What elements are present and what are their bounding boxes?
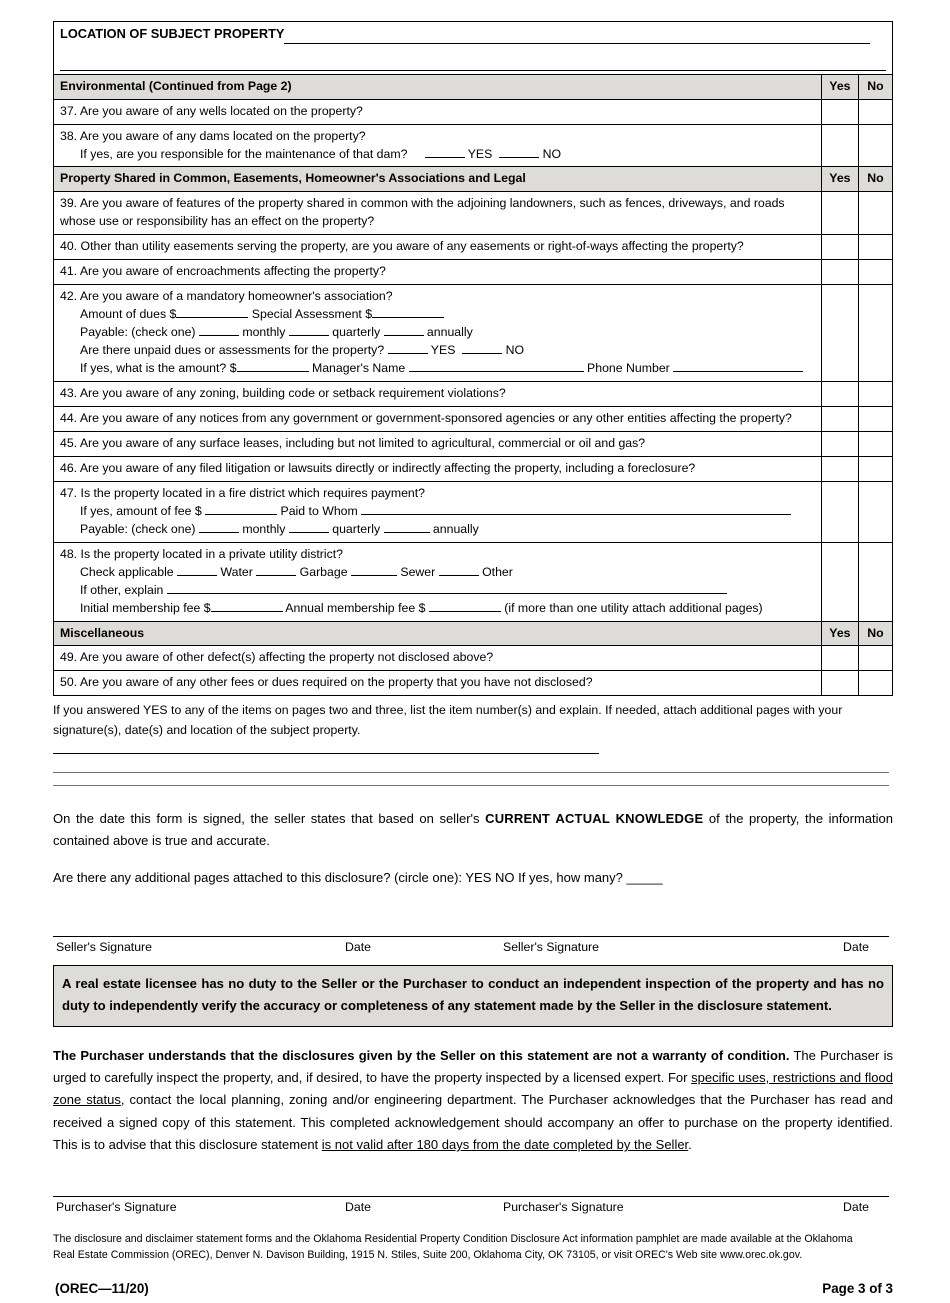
dues-monthly-blank[interactable] bbox=[199, 325, 239, 336]
fire-quarterly-blank[interactable] bbox=[289, 522, 329, 533]
seller-signature-label-2: Seller's Signature bbox=[503, 939, 599, 954]
answer-no-38[interactable] bbox=[858, 124, 892, 167]
seller-signature-labels bbox=[53, 940, 893, 960]
answer-yes-47[interactable] bbox=[821, 481, 858, 542]
answer-yes-50[interactable] bbox=[821, 671, 858, 696]
question-38-subline-1: If yes, are you responsible for the maintenance of that dam? YES NO bbox=[80, 146, 562, 161]
unpaid-amount-blank[interactable] bbox=[237, 361, 309, 372]
column-header-no: No bbox=[858, 74, 892, 99]
question-number-42: 42. bbox=[60, 289, 78, 304]
question-row-41 bbox=[54, 260, 893, 285]
question-number-47: 47. bbox=[60, 485, 78, 500]
answer-yes-43[interactable] bbox=[821, 382, 858, 407]
question-text-44 bbox=[54, 406, 822, 431]
explanation-line-2: signature(s), date(s) and location of the subject property. bbox=[53, 723, 361, 738]
seller-date-label-1: Date bbox=[345, 939, 371, 954]
answer-no-50[interactable] bbox=[858, 671, 892, 696]
current-knowledge-statement bbox=[53, 808, 893, 852]
statement-part-2: of the property, the information contained above is true and accurate. bbox=[53, 811, 893, 849]
question-text-42 bbox=[54, 285, 822, 382]
location-label-line bbox=[60, 25, 887, 44]
manager-name-blank[interactable] bbox=[409, 361, 584, 372]
question-row-43 bbox=[54, 382, 893, 407]
section-header-property-shared bbox=[54, 167, 893, 192]
answer-no-45[interactable] bbox=[858, 431, 892, 456]
question-body-40: Other than utility easements serving the property, are you aware of any easements or right-of-ways affecting the property? bbox=[80, 239, 744, 254]
explanation-block bbox=[53, 701, 893, 786]
utility-other-explain-blank[interactable] bbox=[167, 583, 727, 594]
column-header-no: No bbox=[858, 621, 892, 646]
question-text-47 bbox=[54, 481, 822, 542]
page-footer bbox=[53, 1281, 893, 1303]
seller-signature-rule[interactable] bbox=[53, 936, 889, 937]
question-42-subline-3: Are there unpaid dues or assessments for the property? YES NO bbox=[80, 343, 525, 358]
column-header-yes: Yes bbox=[821, 621, 858, 646]
purchaser-seg-2: , contact the local planning, zoning and/or engineering department. The Purchaser acknowledges that the Purchaser has read and received a signed copy of this statement. This completed acknowledgement should accompany an offer to purchase on the property identified. This is to advise that this disclosure statement bbox=[53, 1092, 893, 1153]
answer-yes-39[interactable] bbox=[821, 192, 858, 235]
statement-emphasis: CURRENT ACTUAL KNOWLEDGE bbox=[485, 811, 704, 827]
question-row-49 bbox=[54, 646, 893, 671]
purchaser-signature-rule[interactable] bbox=[53, 1196, 889, 1197]
answer-no-49[interactable] bbox=[858, 646, 892, 671]
question-number-46: 46. bbox=[60, 460, 78, 475]
answer-yes-48[interactable] bbox=[821, 542, 858, 621]
column-header-no: No bbox=[858, 167, 892, 192]
question-row-50 bbox=[54, 671, 893, 696]
question-text-45 bbox=[54, 431, 822, 456]
fire-annually-blank[interactable] bbox=[384, 522, 430, 533]
question-48-subline-3: Initial membership fee $ Annual membership fee $ (if more than one utility attach additional pages) bbox=[80, 600, 763, 615]
utility-water-blank[interactable] bbox=[177, 565, 217, 576]
phone-number-blank[interactable] bbox=[673, 361, 803, 372]
question-row-48 bbox=[54, 542, 893, 621]
question-body-50: Are you aware of any other fees or dues required on the property that you have not disclosed? bbox=[79, 675, 593, 690]
answer-no-43[interactable] bbox=[858, 382, 892, 407]
purchaser-seg-1: The Purchaser is urged to carefully inspect the property, and, if desired, to have the property inspected by a licensed expert. For bbox=[53, 1047, 893, 1086]
purchaser-underline-2: is not valid after 180 days from the date completed by the Seller bbox=[321, 1137, 689, 1153]
fine-print-line-1: The disclosure and disclaimer statement forms and the Oklahoma Residential Property Condition Disclosure Act information pamphlet are made available at the Oklahoma bbox=[53, 1233, 853, 1246]
question-body-46: Are you aware of any filed litigation or lawsuits directly or indirectly affecting the property, including a foreclosure? bbox=[79, 460, 696, 475]
explanation-line-2-wrap bbox=[53, 721, 893, 760]
question-number-39: 39. bbox=[60, 196, 78, 211]
question-number-44: 44. bbox=[60, 410, 78, 425]
licensee-disclaimer-box: A real estate licensee has no duty to the Seller or the Purchaser to conduct an independent inspection of the property and has no duty to independently verify the accuracy or completeness of any statement made by the Seller in the disclosure statement. bbox=[53, 965, 893, 1027]
question-text-50 bbox=[54, 671, 822, 696]
column-header-yes: Yes bbox=[821, 74, 858, 99]
annual-membership-fee-blank[interactable] bbox=[429, 600, 501, 611]
form-page bbox=[53, 21, 893, 1303]
question-47-subline-2: Payable: (check one) monthly quarterly annually bbox=[80, 521, 479, 536]
section-header-environmental bbox=[54, 74, 893, 99]
question-text-40 bbox=[54, 235, 822, 260]
question-number-48: 48. bbox=[60, 546, 78, 561]
question-row-44 bbox=[54, 406, 893, 431]
dues-annually-blank[interactable] bbox=[384, 325, 424, 336]
question-number-40: 40. bbox=[60, 239, 78, 254]
question-body-43: Are you aware of any zoning, building code or setback requirement violations? bbox=[79, 386, 506, 401]
question-text-37 bbox=[54, 99, 822, 124]
fine-print-block bbox=[53, 1232, 893, 1262]
section-title: Miscellaneous bbox=[54, 621, 822, 646]
question-text-46 bbox=[54, 456, 822, 481]
question-row-37 bbox=[54, 99, 893, 124]
question-42-subline-1: Amount of dues $ Special Assessment $ bbox=[60, 306, 816, 324]
question-text-38 bbox=[54, 124, 822, 167]
answer-no-40[interactable] bbox=[858, 235, 892, 260]
question-row-47 bbox=[54, 481, 893, 542]
question-text-43 bbox=[54, 382, 822, 407]
purchaser-date-label-1: Date bbox=[345, 1200, 371, 1215]
answer-no-47[interactable] bbox=[858, 481, 892, 542]
question-body-47: Is the property located in a fire district which requires payment? bbox=[80, 485, 426, 500]
fire-fee-blank[interactable] bbox=[205, 504, 277, 515]
question-row-40 bbox=[54, 235, 893, 260]
question-48-subline-2: If other, explain bbox=[60, 582, 816, 600]
answer-no-46[interactable] bbox=[858, 456, 892, 481]
answer-no-39[interactable] bbox=[858, 192, 892, 235]
answer-yes-45[interactable] bbox=[821, 431, 858, 456]
question-42-subline-4: If yes, what is the amount? $ Manager's Name Phone Number bbox=[60, 360, 816, 378]
question-body-42: Are you aware of a mandatory homeowner's association? bbox=[79, 289, 393, 304]
unpaid-dues-yes-blank[interactable] bbox=[388, 343, 428, 354]
purchaser-signature-label-2: Purchaser's Signature bbox=[503, 1200, 624, 1215]
location-label: LOCATION OF SUBJECT PROPERTY bbox=[60, 26, 285, 41]
section-header-miscellaneous bbox=[54, 621, 893, 646]
question-text-39 bbox=[54, 192, 822, 235]
answer-yes-44[interactable] bbox=[821, 406, 858, 431]
dues-quarterly-blank[interactable] bbox=[289, 325, 329, 336]
question-body-41: Are you aware of encroachments affecting the property? bbox=[79, 264, 386, 279]
question-body-48: Is the property located in a private utility district? bbox=[80, 546, 343, 561]
explanation-input-line-1[interactable] bbox=[53, 743, 599, 754]
question-body-39: Are you aware of features of the property shared in common with the adjoining landowners, such as fences, driveways, and roads whose use or responsibility has an effect on the property? bbox=[60, 196, 785, 229]
question-number-43: 43. bbox=[60, 386, 78, 401]
answer-yes-49[interactable] bbox=[821, 646, 858, 671]
section-title: Environmental (Continued from Page 2) bbox=[54, 74, 822, 99]
seller-date-label-2: Date bbox=[843, 939, 869, 954]
answer-no-41[interactable] bbox=[858, 260, 892, 285]
question-row-39 bbox=[54, 192, 893, 235]
special-assessment-blank[interactable] bbox=[372, 307, 444, 318]
purchaser-underline-1: specific uses, restrictions and flood zone status bbox=[53, 1070, 893, 1108]
dues-amount-blank[interactable] bbox=[176, 307, 248, 318]
unpaid-dues-no-blank[interactable] bbox=[462, 343, 502, 354]
explanation-line-1: If you answered YES to any of the items on pages two and three, list the item number(s) and explain. If needed, attach additional pages with your bbox=[53, 703, 843, 718]
location-input-line-1[interactable] bbox=[284, 32, 870, 44]
question-47-subline-1: If yes, amount of fee $ Paid to Whom bbox=[60, 503, 816, 521]
question-text-41 bbox=[54, 260, 822, 285]
section-title: Property Shared in Common, Easements, Homeowner's Associations and Legal bbox=[54, 167, 822, 192]
purchaser-date-label-2: Date bbox=[843, 1200, 869, 1215]
question-number-45: 45. bbox=[60, 435, 78, 450]
question-row-45 bbox=[54, 431, 893, 456]
purchaser-understanding-paragraph bbox=[53, 1045, 893, 1157]
seller-signature-label-1: Seller's Signature bbox=[56, 939, 152, 954]
dam-no-blank[interactable] bbox=[499, 146, 539, 157]
purchaser-signature-label-1: Purchaser's Signature bbox=[56, 1200, 177, 1215]
utility-sewer-blank[interactable] bbox=[351, 565, 397, 576]
purchaser-signature-block bbox=[53, 1196, 893, 1220]
question-body-37: Are you aware of any wells located on the property? bbox=[79, 103, 363, 118]
initial-membership-fee-blank[interactable] bbox=[211, 600, 283, 611]
answer-no-42[interactable] bbox=[858, 285, 892, 382]
question-number-37: 37. bbox=[60, 103, 78, 118]
page-number: Page 3 of 3 bbox=[822, 1280, 893, 1296]
utility-garbage-blank[interactable] bbox=[256, 565, 296, 576]
question-row-38 bbox=[54, 124, 893, 167]
answer-yes-37[interactable] bbox=[821, 99, 858, 124]
purchaser-bold-lead: The Purchaser understands that the disclosures given by the Seller on this statement are not a warranty of condition. bbox=[53, 1047, 790, 1063]
answer-yes-38[interactable] bbox=[821, 124, 858, 167]
question-text-49 bbox=[54, 646, 822, 671]
question-body-44: Are you aware of any notices from any government or government-sponsored agencies or any other entities affecting the property? bbox=[79, 410, 792, 425]
answer-no-44[interactable] bbox=[858, 406, 892, 431]
utility-other-blank[interactable] bbox=[439, 565, 479, 576]
answer-no-37[interactable] bbox=[858, 99, 892, 124]
fine-print-line-2: Real Estate Commission (OREC), Denver N. Davison Building, 1915 N. Stiles, Suite 200, Oklahoma City, OK 73105, or visit OREC's Web site www.orec.ok.gov. bbox=[53, 1248, 803, 1261]
fire-monthly-blank[interactable] bbox=[199, 522, 239, 533]
purchaser-seg-3: . bbox=[688, 1137, 692, 1153]
form-code: (OREC—11/20) bbox=[55, 1280, 149, 1296]
answer-yes-40[interactable] bbox=[821, 235, 858, 260]
answer-yes-41[interactable] bbox=[821, 260, 858, 285]
question-48-subline-1: Check applicable Water Garbage Sewer Other bbox=[80, 564, 513, 579]
answer-no-48[interactable] bbox=[858, 542, 892, 621]
dam-yes-blank[interactable] bbox=[425, 146, 465, 157]
question-body-45: Are you aware of any surface leases, including but not limited to agricultural, commercial or oil and gas? bbox=[79, 435, 646, 450]
explanation-input-line-2[interactable] bbox=[53, 771, 889, 773]
question-number-38: 38. bbox=[60, 128, 78, 143]
column-header-yes: Yes bbox=[821, 167, 858, 192]
purchaser-signature-labels bbox=[53, 1200, 893, 1220]
question-text-48 bbox=[54, 542, 822, 621]
question-42-subline-2: Payable: (check one) monthly quarterly annually bbox=[80, 325, 473, 340]
question-row-46 bbox=[54, 456, 893, 481]
location-input-line-2[interactable] bbox=[60, 56, 886, 71]
location-cell bbox=[54, 22, 893, 75]
question-body-38: Are you aware of any dams located on the property? bbox=[79, 128, 366, 143]
location-row bbox=[54, 22, 893, 75]
question-number-41: 41. bbox=[60, 264, 78, 279]
answer-yes-46[interactable] bbox=[821, 456, 858, 481]
fire-paid-to-blank[interactable] bbox=[361, 504, 791, 515]
disclosure-form-table bbox=[53, 21, 893, 696]
additional-pages-question: Are there any additional pages attached to this disclosure? (circle one): YES NO If yes, how many? _____ bbox=[53, 869, 663, 885]
question-row-42 bbox=[54, 285, 893, 382]
seller-signature-block bbox=[53, 936, 893, 960]
statement-part-1: On the date this form is signed, the seller states that based on seller's bbox=[53, 811, 486, 827]
question-number-49: 49. bbox=[60, 650, 78, 665]
question-number-50: 50. bbox=[60, 675, 78, 690]
question-body-49: Are you aware of other defect(s) affecting the property not disclosed above? bbox=[79, 650, 494, 665]
answer-yes-42[interactable] bbox=[821, 285, 858, 382]
